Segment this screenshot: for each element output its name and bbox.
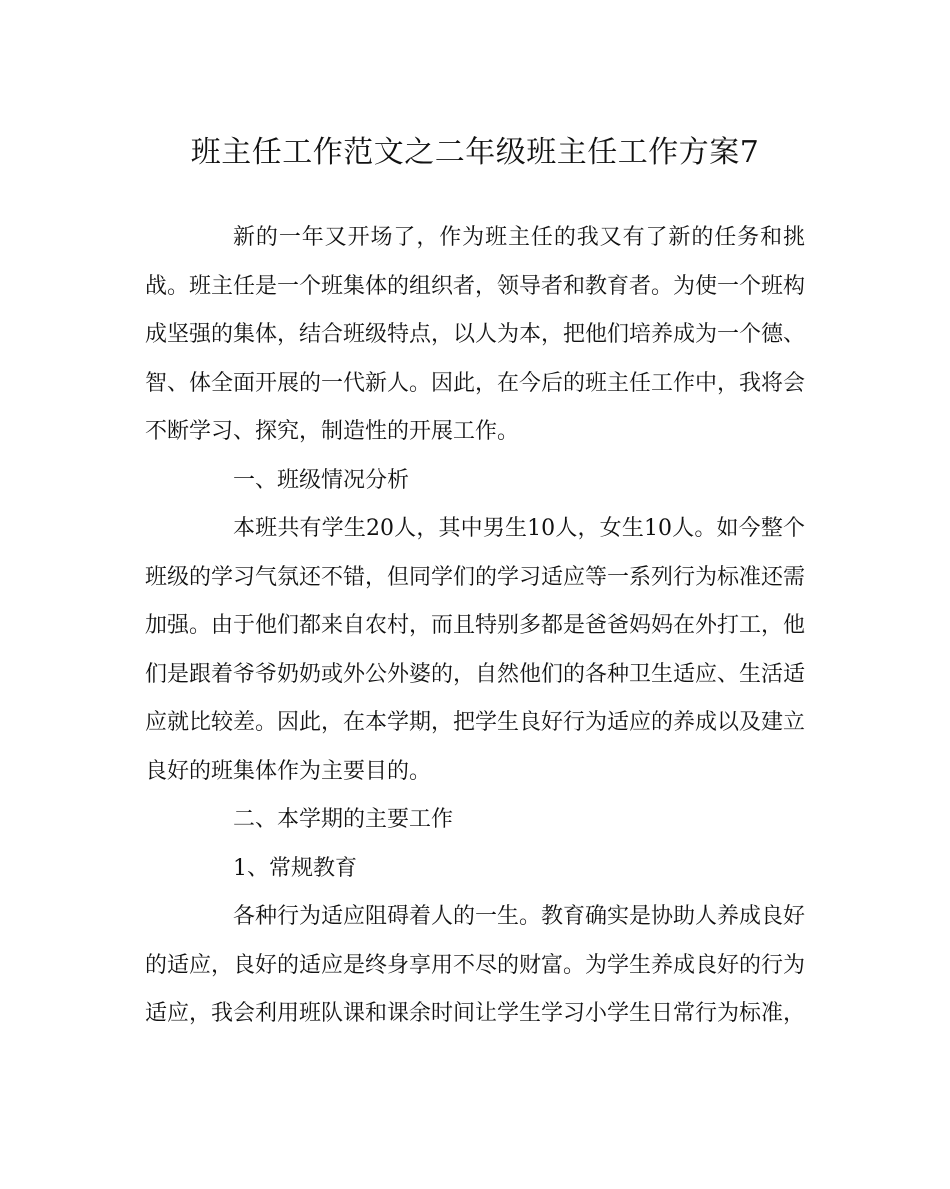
paragraph-line: 本班共有学生20人，其中男生10人，女生10人。如今整个	[233, 516, 805, 541]
subsection-heading: 1、常规教育	[233, 855, 357, 881]
paragraph-line: 各种行为适应阻碍着人的一生。教育确实是协助人养成良好	[233, 904, 806, 929]
paragraph-line: 们是跟着爷爷奶奶或外公外婆的，自然他们的各种卫生适应、生活适	[145, 661, 806, 687]
paragraph-line: 良好的班集体作为主要目的。	[145, 758, 432, 784]
paragraph-line: 加强。由于他们都来自农村，而且特别多都是爸爸妈妈在外打工，他	[145, 613, 806, 638]
section-heading: 一、班级情况分析	[233, 467, 410, 493]
paragraph-line: 应就比较差。因此，在本学期，把学生良好行为适应的养成以及建立	[145, 710, 806, 735]
paragraph-line: 成坚强的集体，结合班级特点，以人为本，把他们培养成为一个德、	[145, 322, 806, 347]
paragraph-line: 不断学习、探究，制造性的开展工作。	[145, 419, 520, 444]
paragraph-line: 的适应，良好的适应是终身享用不尽的财富。为学生养成良好的行为	[145, 952, 806, 978]
paragraph-line: 适应，我会利用班队课和课余时间让学生学习小学生日常行为标准，	[145, 1001, 806, 1026]
paragraph-line: 新的一年又开场了，作为班主任的我又有了新的任务和挑	[233, 225, 805, 250]
paragraph-line: 战。班主任是一个班集体的组织者，领导者和教育者。为使一个班构	[145, 273, 806, 299]
document-body	[145, 218, 805, 1043]
paragraph-line: 智、体全面开展的一代新人。因此，在今后的班主任工作中，我将会	[145, 370, 806, 396]
paragraph-line: 班级的学习气氛还不错，但同学们的学习适应等一系列行为标准还需	[145, 564, 806, 590]
document-title: 班主任工作范文之二年级班主任工作方案7	[190, 135, 760, 170]
section-heading: 二、本学期的主要工作	[233, 807, 454, 832]
